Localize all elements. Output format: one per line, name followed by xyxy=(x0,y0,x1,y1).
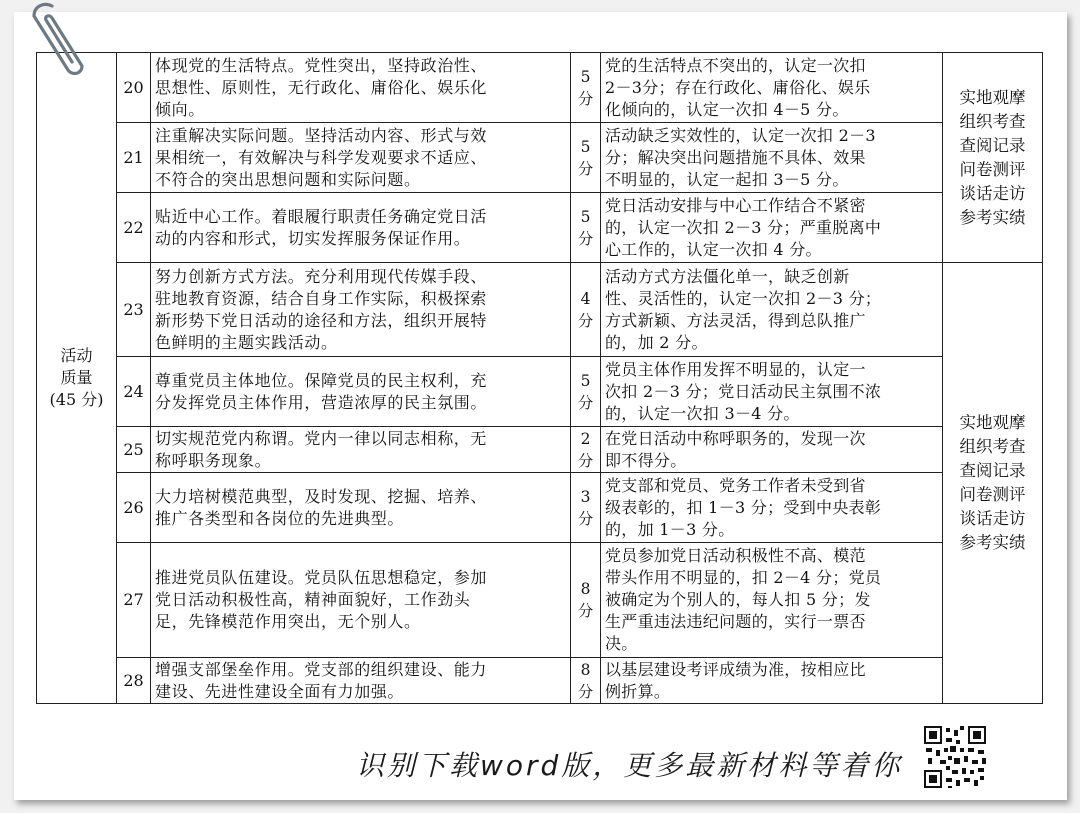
category-cell xyxy=(37,53,117,704)
item-description xyxy=(151,263,571,357)
method-line: 谈话走访 xyxy=(959,183,1026,203)
item-score xyxy=(571,123,601,193)
item-score xyxy=(571,543,601,658)
category-label: (45 分) xyxy=(49,390,104,409)
deduction-rule xyxy=(601,53,943,123)
table-row xyxy=(37,357,1043,427)
score-part: 4 xyxy=(580,289,591,308)
score-part: 分 xyxy=(577,393,594,412)
method-line: 实地观摩 xyxy=(959,413,1026,432)
description-line: 分发挥党员主体作用，营造浓厚的民主氛围。 xyxy=(155,392,488,412)
footer-caption: 识别下载word版，更多最新材料等着你 xyxy=(356,749,903,782)
description-line: 称呼职务现象。 xyxy=(155,450,272,470)
score-part: 5 xyxy=(580,207,591,226)
description-line: 推广各类型和各岗位的先进典型。 xyxy=(155,508,405,528)
item-score xyxy=(571,263,601,357)
score-part: 分 xyxy=(577,229,594,248)
description-line: 驻地教育资源，结合自身工作实际，积极探索 xyxy=(155,288,488,308)
deduction-line: 即不得分。 xyxy=(605,450,687,470)
table-row xyxy=(37,53,1043,123)
deduction-line: 级表彰的，扣 1－3 分；受到中央表彰 xyxy=(605,497,882,517)
deduction-line: 被确定为个别人的，每人扣 5 分；发 xyxy=(605,590,871,609)
description-line: 尊重党员主体地位。保障党员的民主权利，充 xyxy=(155,370,488,390)
deduction-line: 党员主体作用发挥不明显的，认定一 xyxy=(605,359,866,379)
score-part: 5 xyxy=(580,371,591,390)
deduction-line: 分；解决突出问题措施不具体、效果 xyxy=(605,147,866,167)
description-line: 推进党员队伍建设。党员队伍思想稳定，参加 xyxy=(155,568,488,587)
item-number: 20 xyxy=(117,53,151,123)
item-score xyxy=(571,53,601,123)
table-row xyxy=(37,193,1043,263)
description-line: 切实规范党内称谓。党内一律以同志相称，无 xyxy=(155,428,488,448)
item-score xyxy=(571,357,601,427)
deduction-line: 的，认定一次扣 2－3 分；严重脱离中 xyxy=(605,217,882,237)
deduction-rule xyxy=(601,473,943,543)
deduction-rule xyxy=(601,427,943,473)
deduction-rule xyxy=(601,357,943,427)
method-line: 问卷测评 xyxy=(959,159,1026,179)
score-part: 分 xyxy=(577,89,594,108)
deduction-line: 的，认定一次扣 3－4 分。 xyxy=(605,403,800,423)
method-line: 查阅记录 xyxy=(959,135,1026,155)
item-number: 28 xyxy=(117,658,151,704)
method-line: 组织考查 xyxy=(959,437,1026,456)
method-line: 实地观摩 xyxy=(959,87,1026,107)
table-row xyxy=(37,427,1043,473)
item-description xyxy=(151,53,571,123)
description-line: 努力创新方式方法。充分利用现代传媒手段、 xyxy=(155,266,488,286)
method-line: 问卷测评 xyxy=(959,485,1026,504)
deduction-rule xyxy=(601,263,943,357)
deduction-line: 决。 xyxy=(605,634,638,653)
deduction-line: 例折算。 xyxy=(605,681,671,701)
deduction-rule xyxy=(601,193,943,263)
table-row xyxy=(37,658,1043,704)
method-line: 组织考查 xyxy=(959,111,1026,131)
description-line: 增强支部堡垒作用。党支部的组织建设、能力 xyxy=(155,659,488,679)
deduction-rule xyxy=(601,543,943,658)
item-description xyxy=(151,193,571,263)
deduction-line: 在党日活动中称呼职务的，发现一次 xyxy=(605,428,866,448)
qr-code[interactable] xyxy=(922,724,988,790)
deduction-line: 党日活动安排与中心工作结合不紧密 xyxy=(605,195,866,215)
score-part: 分 xyxy=(577,159,594,178)
item-number: 22 xyxy=(117,193,151,263)
deduction-line: 活动方式方法僵化单一，缺乏创新 xyxy=(605,266,850,286)
item-number: 27 xyxy=(117,543,151,658)
item-description xyxy=(151,357,571,427)
score-part: 5 xyxy=(580,137,591,156)
score-part: 分 xyxy=(577,602,594,620)
deduction-rule xyxy=(601,123,943,193)
description-line: 不符合的突出思想问题和实际问题。 xyxy=(155,169,421,189)
description-line: 建设、先进性建设全面有力加强。 xyxy=(155,681,405,701)
scoring-table xyxy=(36,52,1043,704)
item-description xyxy=(151,543,571,658)
description-line: 体现党的生活特点。党性突出，坚持政治性、 xyxy=(155,55,488,75)
description-line: 党日活动积极性高，精神面貌好，工作劲头 xyxy=(155,590,471,609)
item-score xyxy=(571,658,601,704)
table-row xyxy=(37,123,1043,193)
deduction-line: 2－3分；存在行政化、庸俗化、娱乐 xyxy=(605,77,871,97)
deduction-line: 活动缺乏实效性的，认定一次扣 2－3 xyxy=(605,125,876,145)
deduction-line: 化倾向的，认定一次扣 4－5 分。 xyxy=(605,99,849,119)
description-line: 大力培树模范典型，及时发现、挖掘、培养、 xyxy=(155,486,488,506)
deduction-line: 党的生活特点不突出的，认定一次扣 xyxy=(605,55,866,75)
deduction-line: 的，加 2 分。 xyxy=(605,332,708,352)
deduction-line: 方式新颖、方法灵活，得到总队推广 xyxy=(605,310,866,330)
item-description xyxy=(151,473,571,543)
method-line: 参考实绩 xyxy=(959,533,1026,552)
item-number: 23 xyxy=(117,263,151,357)
deduction-line: 带头作用不明显的，扣 2－4 分；党员 xyxy=(605,568,882,587)
description-line: 注重解决实际问题。坚持活动内容、形式与效 xyxy=(155,125,488,145)
score-part: 3 xyxy=(580,487,591,506)
category-label: 活动 xyxy=(60,346,93,365)
item-score xyxy=(571,473,601,543)
score-part: 2 xyxy=(580,429,591,448)
deduction-rule xyxy=(601,658,943,704)
method-line: 参考实绩 xyxy=(959,207,1026,227)
table-row xyxy=(37,543,1043,658)
assessment-method xyxy=(943,53,1043,263)
item-number: 25 xyxy=(117,427,151,473)
deduction-line: 的，加 1－3 分。 xyxy=(605,519,735,539)
description-line: 新形势下党日活动的途径和方法，组织开展特 xyxy=(155,310,488,330)
description-line: 足，先锋模范作用突出，无个别人。 xyxy=(155,612,421,631)
deduction-line: 以基层建设考评成绩为准，按相应比 xyxy=(605,659,866,679)
description-line: 倾向。 xyxy=(155,99,205,119)
deduction-line: 性、灵活性的，认定一次扣 2－3 分； xyxy=(605,288,882,308)
category-label: 质量 xyxy=(60,368,93,387)
item-number: 26 xyxy=(117,473,151,543)
paperclip-icon xyxy=(22,0,92,80)
item-number: 21 xyxy=(117,123,151,193)
deduction-line: 不明显的，认定一起扣 3－5 分。 xyxy=(605,169,849,189)
description-line: 果相统一，有效解决与科学发观要求不适应、 xyxy=(155,147,488,167)
deduction-line: 党员参加党日活动积极性不高、模范 xyxy=(605,546,866,565)
deduction-line: 次扣 2－3 分；党日活动民主氛围不浓 xyxy=(605,381,882,401)
item-description xyxy=(151,658,571,704)
score-part: 8 xyxy=(580,580,591,598)
item-score xyxy=(571,193,601,263)
assessment-method xyxy=(943,263,1043,704)
item-score xyxy=(571,427,601,473)
table-row xyxy=(37,473,1043,543)
item-number: 24 xyxy=(117,357,151,427)
description-line: 动的内容和形式，切实发挥服务保证作用。 xyxy=(155,228,471,248)
score-part: 分 xyxy=(577,682,594,701)
score-part: 分 xyxy=(577,509,594,528)
table-row xyxy=(37,263,1043,357)
score-part: 分 xyxy=(577,451,594,470)
score-part: 8 xyxy=(580,660,591,679)
method-line: 查阅记录 xyxy=(959,461,1026,480)
deduction-line: 生严重违法违纪问题的，实行一票否 xyxy=(605,612,866,631)
item-description xyxy=(151,427,571,473)
description-line: 色鲜明的主题实践活动。 xyxy=(155,332,338,352)
description-line: 贴近中心工作。着眼履行职责任务确定党日活 xyxy=(155,206,488,226)
deduction-line: 党支部和党员、党务工作者未受到省 xyxy=(605,475,866,495)
score-part: 分 xyxy=(577,311,594,330)
item-description xyxy=(151,123,571,193)
score-part: 5 xyxy=(580,67,591,86)
deduction-line: 心工作的，认定一次扣 4 分。 xyxy=(605,239,822,259)
description-line: 思想性、原则性，无行政化、庸俗化、娱乐化 xyxy=(155,77,488,97)
method-line: 谈话走访 xyxy=(959,509,1026,528)
